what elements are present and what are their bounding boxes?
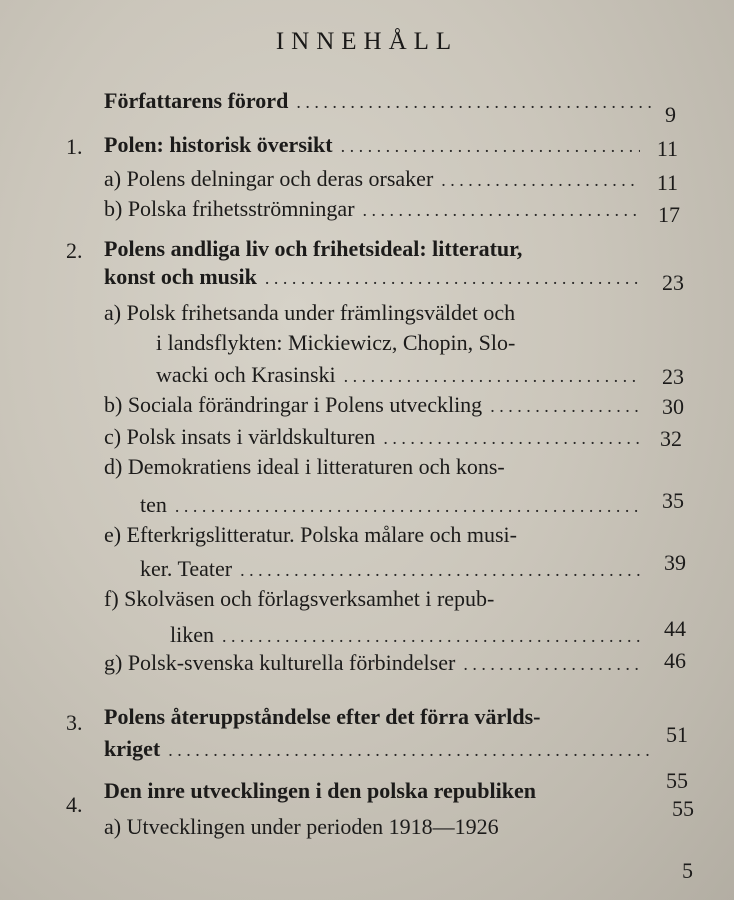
toc-entry-2a-cont2 — [156, 362, 640, 389]
toc-page-number: 23 — [662, 270, 684, 295]
toc-entry-2a-cont — [156, 330, 666, 356]
toc-entry-text: a) Polens delningar och deras orsaker — [104, 166, 434, 191]
toc-entry-text-cont: ker. Teater — [140, 556, 233, 581]
toc-entry-text: c) Polsk insats i världskulturen — [104, 424, 376, 449]
toc-entry-text: d) Demokratiens ideal i litteraturen och kons- — [104, 454, 505, 479]
leader-dots — [383, 425, 640, 451]
toc-entry-text-cont: konst och musik — [104, 264, 257, 289]
toc-entry-2f-cont — [170, 622, 640, 649]
toc-entry-text-cont: liken — [170, 622, 214, 647]
toc-entry-chapter-3 — [104, 704, 664, 730]
toc-page-number: 17 — [658, 202, 680, 227]
toc-page-number: 23 — [662, 364, 684, 389]
leader-dots — [240, 557, 640, 583]
toc-entry-text-cont: ten — [140, 492, 167, 517]
chapter-number: 4. — [66, 792, 83, 817]
toc-page-number: 44 — [664, 616, 686, 641]
toc-page-number: 32 — [660, 426, 682, 451]
toc-entry-foreword — [104, 88, 652, 115]
toc-entry-2d — [104, 454, 664, 480]
chapter-number: 3. — [66, 710, 83, 735]
page-title: INNEHÅLL — [275, 28, 459, 55]
toc-page-number: 51 — [666, 722, 688, 747]
leader-dots — [168, 737, 650, 763]
leader-dots — [463, 651, 640, 677]
leader-dots — [344, 363, 640, 389]
toc-page-number: 11 — [656, 136, 678, 161]
toc-entry-text: Polens andliga liv och frihetsideal: litteratur, — [104, 236, 523, 261]
toc-entry-2e — [104, 522, 664, 548]
toc-page-number: 55 — [666, 768, 688, 793]
toc-entry-chapter-2 — [104, 236, 664, 262]
toc-page-number: 35 — [662, 488, 684, 513]
toc-entry-2f — [104, 586, 664, 612]
toc-entry-text: Författarens förord — [104, 88, 289, 113]
toc-page-number: 11 — [656, 170, 678, 195]
toc-entry-1a — [104, 166, 640, 193]
toc-entry-chapter-3-cont — [104, 736, 650, 763]
leader-dots — [296, 89, 652, 115]
toc-entry-2e-cont — [140, 556, 640, 583]
toc-entry-text: g) Polsk-svenska kulturella förbindelser — [104, 650, 456, 675]
toc-entry-chapter-1 — [104, 132, 640, 159]
toc-page-number: 55 — [672, 796, 694, 821]
toc-entry-2a — [104, 300, 664, 326]
toc-page-number: 30 — [662, 394, 684, 419]
toc-entry-text: b) Polska frihetsströmningar — [104, 196, 355, 221]
toc-entry-text: f) Skolväsen och förlagsverksamhet i repub- — [104, 586, 495, 611]
toc-entry-2c — [104, 424, 640, 451]
toc-entry-text: a) Utvecklingen under perioden 1918—1926 — [104, 814, 499, 839]
toc-entry-text-cont: wacki och Krasinski — [156, 362, 336, 387]
leader-dots — [490, 393, 640, 419]
toc-entry-text: a) Polsk frihetsanda under främlingsväldet och — [104, 300, 516, 325]
chapter-number: 2. — [66, 238, 83, 263]
toc-entry-chapter-2-cont — [104, 264, 644, 291]
chapter-number: 1. — [66, 134, 83, 159]
toc-entry-2b — [104, 392, 640, 419]
toc-entry-text: Polens återuppståndelse efter det förra världs- — [104, 704, 541, 729]
leader-dots — [265, 265, 644, 291]
toc-entry-4a — [104, 814, 664, 840]
leader-dots — [222, 623, 640, 649]
toc-entry-2g — [104, 650, 640, 677]
toc-entry-chapter-4 — [104, 778, 644, 804]
leader-dots — [175, 493, 640, 519]
toc-entry-text: Polen: historisk översikt — [104, 132, 333, 157]
leader-dots — [441, 167, 640, 193]
toc-entry-text: Den inre utvecklingen i den polska republiken — [104, 778, 536, 803]
toc-entry-text-cont: i landsflykten: Mickiewicz, Chopin, Slo- — [156, 330, 516, 355]
toc-page-number: 39 — [664, 550, 686, 575]
toc-entry-text-cont: kriget — [104, 736, 161, 761]
toc-entry-text: b) Sociala förändringar i Polens utveckling — [104, 392, 483, 417]
leader-dots — [363, 197, 640, 223]
toc-entry-1b — [104, 196, 640, 223]
toc-page-number: 46 — [664, 648, 686, 673]
page-folio: 5 — [682, 858, 693, 883]
toc-page-number: 9 — [665, 102, 676, 127]
toc-entry-text: e) Efterkrigslitteratur. Polska målare och musi- — [104, 522, 517, 547]
toc-entry-2d-cont — [140, 492, 640, 519]
leader-dots — [341, 133, 640, 159]
